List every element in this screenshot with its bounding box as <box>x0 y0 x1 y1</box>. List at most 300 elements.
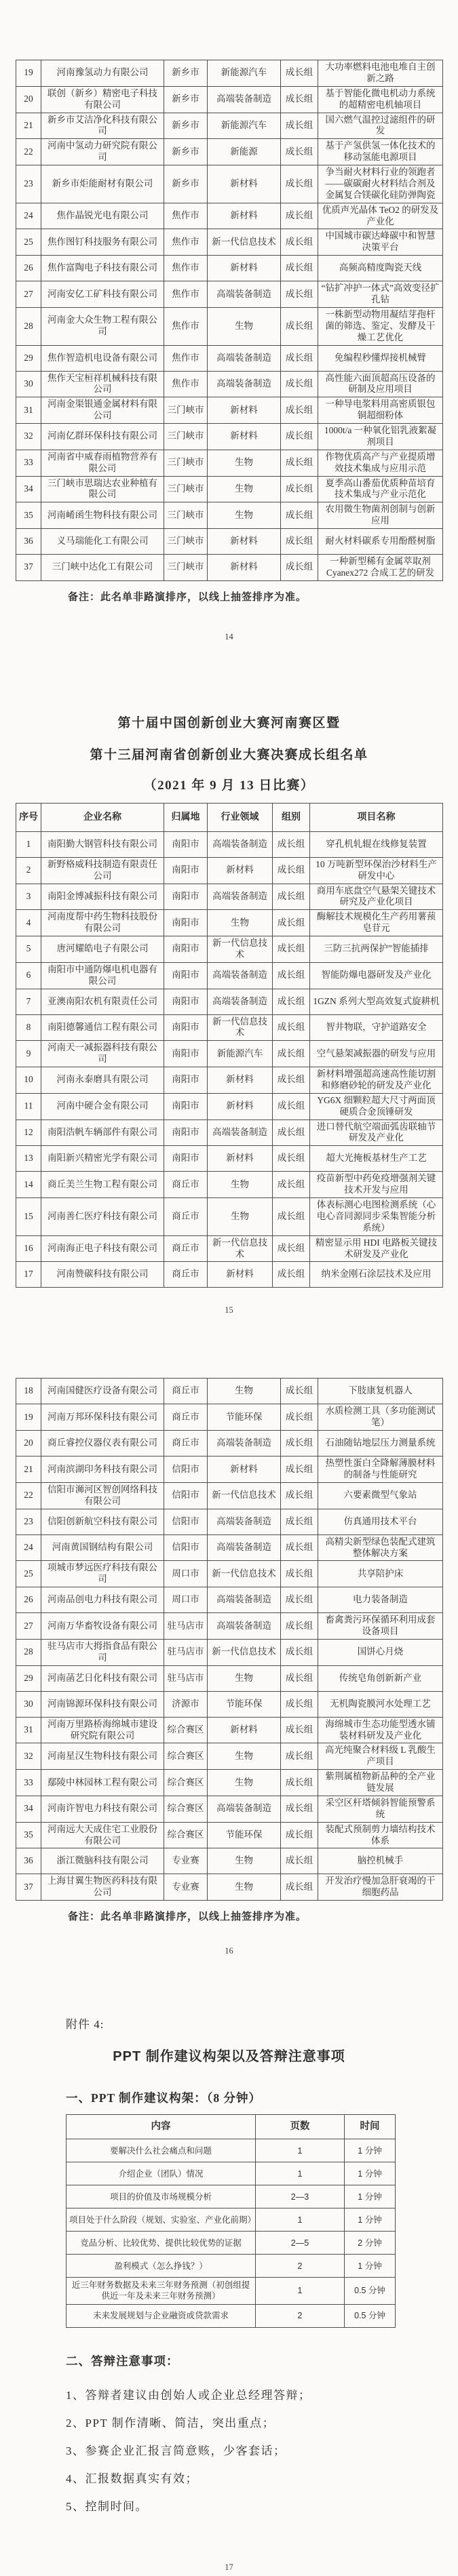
table-cell: 成长组 <box>281 1379 318 1404</box>
table-cell: 新材料 <box>208 1146 273 1172</box>
attachment-label: 附件 4: <box>66 2018 104 2032</box>
table-cell: 三门峡市 <box>164 555 208 581</box>
table-cell: 项目的价值及市场规模分析 <box>66 2185 256 2208</box>
table-cell: 河南海正电子科技有限公司 <box>41 1235 164 1262</box>
table-cell: 综合赛区 <box>164 1770 208 1796</box>
table-row <box>16 1431 443 1457</box>
table-cell: 河南金渠银通金属材料有限公司 <box>41 397 164 424</box>
table-row <box>66 2255 396 2278</box>
table-cell: 优质声光晶体 TeO2 的研发及产业化 <box>318 203 443 229</box>
page-number-15: 15 <box>225 1305 233 1315</box>
table-row <box>16 229 443 256</box>
table-header-cell: 序号 <box>16 803 41 831</box>
table-cell: 南阳新兴精密光学有限公司 <box>41 1146 164 1172</box>
table-cell: 河南中氢动力研究院有限公司 <box>41 139 164 165</box>
table-cell: 南阳市 <box>164 1014 208 1041</box>
table-cell: 36 <box>16 1848 41 1874</box>
table-cell: 10 <box>16 1067 41 1094</box>
table-cell: 南阳市 <box>164 831 208 857</box>
table-cell: 南阳金博减振科技有限公司 <box>41 884 164 910</box>
table-cell: 河南锦源环保科技有限公司 <box>41 1691 164 1717</box>
table-cell: 高精尖新型绿色装配式建筑整体解决方案 <box>318 1534 443 1561</box>
table-cell: 高端装备制造 <box>208 1587 281 1613</box>
table-cell: 生物 <box>208 476 281 502</box>
table-cell: 亚澳南阳农机有限责任公司 <box>41 989 164 1014</box>
table-cell: 疫苗新型中药免疫增强剂关键技术开发与应用 <box>310 1172 443 1198</box>
roster-table-page16 <box>16 1378 443 1901</box>
table-cell: 一株新型动物用凝结芽孢杆菌的筛选、鉴定、发酵及干燥工艺优化 <box>318 307 443 345</box>
table-cell: 13 <box>16 1146 41 1172</box>
table-cell: 信阳市 <box>164 1534 208 1561</box>
table-cell: 成长组 <box>281 1509 318 1534</box>
table-cell: 2 <box>16 857 41 884</box>
table-cell: 高端装备制造 <box>208 989 273 1014</box>
table-cell: 新乡市 <box>164 86 208 113</box>
table-cell: 30 <box>16 371 41 397</box>
table-cell: 下肢康复机器人 <box>318 1379 443 1404</box>
table-cell: 三门峡市 <box>164 397 208 424</box>
table-cell: 穿孔机轧辊在线修复装置 <box>310 831 443 857</box>
table-cell: 河南豫氢动力有限公司 <box>41 60 164 87</box>
table-cell: 18 <box>16 1379 41 1404</box>
table-cell: 驻马店市 <box>164 1665 208 1691</box>
table-cell: 成长组 <box>281 1691 318 1717</box>
table-cell: 成长组 <box>281 1665 318 1691</box>
table-row <box>16 86 443 113</box>
table-cell: 成长组 <box>273 831 310 857</box>
table-cell: 义马瑞能化工有限公司 <box>41 529 164 555</box>
table-cell: 畜禽粪污环保循环利用成套设备项目 <box>318 1613 443 1640</box>
table-cell: 南阳市 <box>164 962 208 989</box>
table-cell: 河南省中威春雨植物营养有限公司 <box>41 450 164 476</box>
defense-note-item-4: 4、汇报数据真实有效； <box>66 2472 198 2485</box>
table-cell: 河南滨湖印务科技有限公司 <box>41 1457 164 1483</box>
roster-table-page14 <box>16 60 443 581</box>
table-row <box>16 476 443 502</box>
table-cell: 新材料 <box>208 1717 281 1743</box>
table-cell: 周口市 <box>164 1587 208 1613</box>
table-cell: 新野格威科技制造有限责任公司 <box>41 857 164 884</box>
table-row <box>16 1509 443 1534</box>
table-cell: 33 <box>16 1770 41 1796</box>
table-cell: 成长组 <box>281 476 318 502</box>
table-cell: 1 分钟 <box>345 2255 396 2278</box>
table-cell: 开发治疗慢加急肝衰竭的干细胞药品 <box>318 1874 443 1901</box>
table-cell: 仿真通用技术平台 <box>318 1509 443 1534</box>
table-row <box>16 910 443 936</box>
table-cell: 成长组 <box>281 1743 318 1770</box>
table-cell: 南阳浩帆车辆部件有限公司 <box>41 1119 164 1146</box>
table-cell: 无机陶瓷膜河水处理工艺 <box>318 1691 443 1717</box>
table-row <box>16 397 443 424</box>
table-cell: 24 <box>16 1534 41 1561</box>
table-cell: 南阳市 <box>164 936 208 963</box>
table-row <box>16 371 443 397</box>
table-row <box>16 281 443 308</box>
table-row <box>66 2232 396 2255</box>
table-row <box>16 1146 443 1172</box>
table-cell: 21 <box>16 1457 41 1483</box>
table-cell: 河南度帮中药生物科技股份有限公司 <box>41 910 164 936</box>
table-cell: 成长组 <box>281 345 318 371</box>
table-cell: 高端装备制造 <box>208 884 273 910</box>
table-row <box>16 1067 443 1094</box>
table-cell: 25 <box>16 229 41 256</box>
table-row <box>16 1014 443 1041</box>
table-cell: 31 <box>16 397 41 424</box>
table-cell: 三门峡中达化工有限公司 <box>41 555 164 581</box>
table-header-cell: 行业领域 <box>208 803 273 831</box>
table-cell: 新能源 <box>208 139 281 165</box>
table-cell: 高端装备制造 <box>208 345 281 371</box>
table-row <box>16 1665 443 1691</box>
table-row <box>16 1198 443 1236</box>
table-row <box>16 424 443 450</box>
table-row <box>16 1534 443 1561</box>
table-cell: 22 <box>16 1482 41 1509</box>
defense-note-item-3: 3、参赛企业汇报言简意赅，少客套话； <box>66 2444 286 2457</box>
page-number-14: 14 <box>225 631 233 641</box>
table-cell: 南阳市 <box>164 884 208 910</box>
table-cell: 焦作图钉科技服务有限公司 <box>41 229 164 256</box>
table-cell: 高端装备制造 <box>208 86 281 113</box>
table-cell: 成长组 <box>281 1613 318 1640</box>
table-cell: 1 <box>16 831 41 857</box>
table-cell: 19 <box>16 1404 41 1431</box>
table-cell: 成长组 <box>273 1146 310 1172</box>
table-cell: 商丘市 <box>164 1431 208 1457</box>
table-cell: 耐火材料碳系专用酚醛树脂 <box>318 529 443 555</box>
ppt-table-header-row <box>66 2115 396 2139</box>
remark-note-page16: 备注：此名单非路演排序，以线上抽签排序为准。 <box>68 1911 307 1923</box>
table-cell: 新一代信息技术 <box>208 229 281 256</box>
table-cell: 大功率燃料电池电堆自主创新之路 <box>318 60 443 87</box>
table-cell: 新一代信息技术 <box>208 1235 273 1262</box>
table-cell: 2—3 <box>256 2185 345 2208</box>
table-cell: 37 <box>16 1874 41 1901</box>
table-cell: 1 分钟 <box>345 2162 396 2185</box>
table-cell: 节能环保 <box>208 1691 281 1717</box>
table-cell: 夏季高山番茄优质种苗培育技术集成与产业示范化 <box>318 476 443 502</box>
table-cell: 成长组 <box>281 1587 318 1613</box>
table-cell: 南阳市 <box>164 1067 208 1094</box>
table-row <box>16 345 443 371</box>
table-cell: 32 <box>16 424 41 450</box>
table-cell: 9 <box>16 1041 41 1067</box>
table-row <box>16 1796 443 1822</box>
table-row <box>16 989 443 1014</box>
table-cell: 三门峡市 <box>164 450 208 476</box>
table-cell: 作物优质高产与产业提质增效技术集成与应用示范 <box>318 450 443 476</box>
table-cell: 河南赞碳科技有限公司 <box>41 1262 164 1288</box>
table-cell: 生物 <box>208 1770 281 1796</box>
table-cell: 30 <box>16 1691 41 1717</box>
table-cell: 新材料 <box>208 1262 273 1288</box>
table-cell: 0.5 分钟 <box>345 2278 396 2305</box>
table-cell: 河南国健医疗设备有限公司 <box>41 1379 164 1404</box>
table-cell: 28 <box>16 307 41 345</box>
table-cell: 南阳市 <box>164 1146 208 1172</box>
table-cell: 1 分钟 <box>345 2139 396 2162</box>
table-cell: 近三年财务数据及未来三年财务预测（初创组提供近一年及未来三年财务预测） <box>66 2278 256 2305</box>
table-cell: 33 <box>16 450 41 476</box>
table-cell: 生物 <box>208 1198 273 1236</box>
table-cell: 新乡市 <box>164 165 208 203</box>
table-cell: 国饼心月烧 <box>318 1639 443 1665</box>
table-cell: 2 分钟 <box>345 2232 396 2255</box>
table-cell: 新材料 <box>208 857 273 884</box>
table-row <box>16 1848 443 1874</box>
table-cell: 三门峡市 <box>164 476 208 502</box>
table-cell: 焦作晶锐光电有限公司 <box>41 203 164 229</box>
table-cell: 新材料增强超高速高性能切割和修磨砂轮的研发及产业化 <box>310 1067 443 1094</box>
table-cell: 1 分钟 <box>345 2185 396 2208</box>
table-cell: 南阳市 <box>164 910 208 936</box>
table-cell: 生物 <box>208 1848 281 1874</box>
table-cell: 成长组 <box>281 113 318 139</box>
table-cell: 新材料 <box>208 555 281 581</box>
table-cell: 鄢陵中林园林工程有限公司 <box>41 1770 164 1796</box>
table-cell: 周口市 <box>164 1561 208 1587</box>
table-cell: 新材料 <box>208 397 281 424</box>
table-cell: 成长组 <box>273 936 310 963</box>
table-cell: 成长组 <box>281 229 318 256</box>
table-row <box>16 1743 443 1770</box>
table-cell: 成长组 <box>273 1093 310 1119</box>
table-cell: 唐河耀皓电子有限公司 <box>41 936 164 963</box>
table-cell: 22 <box>16 139 41 165</box>
table-row <box>66 2185 396 2208</box>
table-cell: 节能环保 <box>208 1822 281 1848</box>
table-cell: 成长组 <box>281 529 318 555</box>
table-row <box>16 1613 443 1640</box>
table-cell: 商丘市 <box>164 1404 208 1431</box>
table-cell: 信阳市 <box>164 1482 208 1509</box>
table-cell: 商用车底盘空气悬架关键技术研究及产业化项目 <box>310 884 443 910</box>
table-cell: 35 <box>16 1822 41 1848</box>
table-cell: 驻马店市 <box>164 1639 208 1665</box>
table-cell: 成长组 <box>281 371 318 397</box>
table-header-cell: 组别 <box>273 803 310 831</box>
ppt-structure-table <box>66 2114 396 2328</box>
table-row <box>66 2208 396 2232</box>
table-cell: 综合赛区 <box>164 1822 208 1848</box>
table-cell: 4 <box>16 910 41 936</box>
table-cell: 高光纯聚合材料级 L 乳酸生产项目 <box>318 1743 443 1770</box>
table-cell: 节能环保 <box>208 1404 281 1431</box>
table-cell: 34 <box>16 1796 41 1822</box>
table-row <box>16 1404 443 1431</box>
table-cell: 南阳市 <box>164 1041 208 1067</box>
table-row <box>16 1235 443 1262</box>
table-cell: 三门峡市 <box>164 424 208 450</box>
table-cell: 南阳市中通防爆电机电器有限公司 <box>41 962 164 989</box>
table-cell: 新能源汽车 <box>208 1041 273 1067</box>
table-cell: 信阳市浉河区智创网络科技有限公司 <box>41 1482 164 1509</box>
table-cell: 综合赛区 <box>164 1743 208 1770</box>
table-cell: 南阳市 <box>164 857 208 884</box>
table-cell: 成长组 <box>281 555 318 581</box>
table-cell: 成长组 <box>281 397 318 424</box>
defense-note-item-1: 1、答辩者建议由创始人或企业总经理答辩； <box>66 2388 311 2402</box>
table-cell: 竞品分析、比较优势、提供比较优势的证据 <box>66 2232 256 2255</box>
table-cell: 成长组 <box>281 256 318 281</box>
table-cell: 成长组 <box>273 1172 310 1198</box>
table-row <box>16 502 443 529</box>
table-cell: 成长组 <box>273 1067 310 1094</box>
table-cell: 焦作智造机电设备有限公司 <box>41 345 164 371</box>
table-cell: 新材料 <box>208 1067 273 1094</box>
table-cell: 商丘市 <box>164 1198 208 1236</box>
table-cell: 南阳市 <box>164 1093 208 1119</box>
table-cell: 新乡市炬能耐材有限公司 <box>41 165 164 203</box>
table-row <box>16 256 443 281</box>
table-row <box>16 1093 443 1119</box>
table-cell: 成长组 <box>281 1482 318 1509</box>
table-cell: 智能防爆电器研发及产业化 <box>310 962 443 989</box>
table-cell: 脑控机械手 <box>318 1848 443 1874</box>
table-cell: 新乡市 <box>164 113 208 139</box>
table-cell: 河南万里路桥海绵城市建设研究院有限公司 <box>41 1717 164 1743</box>
table-cell: 高端装备制造 <box>208 1796 281 1822</box>
table-row <box>16 1639 443 1665</box>
table-cell: 生物 <box>208 1874 281 1901</box>
table-cell: 三门峡市 <box>164 529 208 555</box>
defense-note-item-5: 5、控制时间。 <box>66 2499 148 2513</box>
table-cell: 综合赛区 <box>164 1796 208 1822</box>
table-row <box>16 1691 443 1717</box>
table-header-cell: 企业名称 <box>41 803 164 831</box>
table-cell: 高性能六面顶超高压设备的研制及应用项目 <box>318 371 443 397</box>
table-cell: 河南万邦环保科技有限公司 <box>41 1404 164 1431</box>
defense-notes-heading: 二、答辩注意事项： <box>66 2354 179 2368</box>
table-cell: 新一代信息技术 <box>208 936 273 963</box>
table-cell: 河南安亿工矿科技有限公司 <box>41 281 164 308</box>
table-cell: 中国城市碳达峰碳中和智慧决策平台 <box>318 229 443 256</box>
table-cell: YG6X 细颗粒超大尺寸两面顶硬质合金顶锤研发 <box>310 1093 443 1119</box>
table-cell: 三门峡市思瑞达农业种植有限公司 <box>41 476 164 502</box>
table-cell: 装配式预制剪力墙结构技术体系 <box>318 1822 443 1848</box>
table-cell: 成长组 <box>273 1235 310 1262</box>
table-cell: 1 分钟 <box>345 2208 396 2232</box>
table-row <box>66 2304 396 2327</box>
table-cell: 焦作市 <box>164 203 208 229</box>
doc-title-date-line: （2021 年 9 月 13 日比赛） <box>143 778 315 793</box>
table-cell: 河南天一减振器科技有限公司 <box>41 1041 164 1067</box>
table-cell: 成长组 <box>273 962 310 989</box>
table-cell: 成长组 <box>281 1874 318 1901</box>
table-cell: 河南金大众生物工程有限公司 <box>41 307 164 345</box>
table-cell: 26 <box>16 1587 41 1613</box>
table-cell: 高端装备制造 <box>208 281 281 308</box>
table-cell: 10 万吨新型环保治沙材料生产研发中心 <box>310 857 443 884</box>
table-cell: 23 <box>16 1509 41 1534</box>
page-number-17: 17 <box>225 2562 233 2572</box>
table-cell: 2 <box>256 2304 345 2327</box>
table-cell: 水质检测工具（多功能测试笔） <box>318 1404 443 1431</box>
table-cell: 南阳德馨通信工程有限公司 <box>41 1014 164 1041</box>
table-cell: 焦作市 <box>164 345 208 371</box>
table-cell: 成长组 <box>281 1534 318 1561</box>
table-cell: 生物 <box>208 450 281 476</box>
table-cell: 34 <box>16 476 41 502</box>
table-cell: 国六燃气温控过滤组件的研发 <box>318 113 443 139</box>
table-cell: 成长组 <box>281 424 318 450</box>
table-cell: 河南星汉生物科技有限公司 <box>41 1743 164 1770</box>
table-cell: 精密显示用 HDI 电路板关键技术研发及产业化 <box>310 1235 443 1262</box>
table-cell: 16 <box>16 1235 41 1262</box>
table-cell: 河南崤函生物科技有限公司 <box>41 502 164 529</box>
table-row <box>16 1822 443 1848</box>
table-row <box>16 165 443 203</box>
table-cell: 成长组 <box>281 139 318 165</box>
table-row <box>16 1874 443 1901</box>
table-cell: 高端装备制造 <box>208 1431 281 1457</box>
table-cell: 商丘睿控仪器仪表有限公司 <box>41 1431 164 1457</box>
table-cell: 28 <box>16 1639 41 1665</box>
table-cell: 上海甘翼生物医药科技有限公司 <box>41 1874 164 1901</box>
defense-note-item-2: 2、PPT 制作清晰、简洁，突出重点； <box>66 2416 275 2430</box>
table-cell: 高端装备制造 <box>208 962 273 989</box>
table-cell: 成长组 <box>273 989 310 1014</box>
table-cell: 新一代信息技术 <box>208 1561 281 1587</box>
table-cell: 焦作市 <box>164 307 208 345</box>
table-cell: 26 <box>16 256 41 281</box>
table-cell: 争当耐火材料行业的领跑者——碳碳耐火材料结合剂及金属复合镁碳化硅防弹陶瓷 <box>318 165 443 203</box>
table-cell: 成长组 <box>281 1431 318 1457</box>
table-cell: 2—5 <box>256 2232 345 2255</box>
table-cell: 盈利模式（怎么挣钱？） <box>66 2255 256 2278</box>
table-row <box>16 60 443 87</box>
table-cell: 新一代信息技术 <box>208 1639 281 1665</box>
table-cell: 项目处于什么阶段（规划、实验室、产业化前期） <box>66 2208 256 2232</box>
table-cell: 高端装备制造 <box>208 1119 273 1146</box>
table-row <box>16 1119 443 1146</box>
table-row <box>16 1482 443 1509</box>
table-cell: 成长组 <box>281 1848 318 1874</box>
table-cell: 成长组 <box>273 1119 310 1146</box>
table-row <box>16 1587 443 1613</box>
table-cell: 新一代信息技术 <box>208 1014 273 1041</box>
table-cell: 成长组 <box>273 1198 310 1236</box>
table-cell: 成长组 <box>273 1262 310 1288</box>
table-cell: 酶解技术规模化生产药用薯蓣皂苷元 <box>310 910 443 936</box>
table-cell: 生物 <box>208 502 281 529</box>
table-cell: 高频高精度陶瓷天线 <box>318 256 443 281</box>
table-cell: 35 <box>16 502 41 529</box>
table-cell: 32 <box>16 1743 41 1770</box>
table-cell: 21 <box>16 113 41 139</box>
table-cell: 驻马店市大拇指食品有限公司 <box>41 1639 164 1665</box>
table-cell: 新能源汽车 <box>208 113 281 139</box>
table-row <box>16 555 443 581</box>
table-cell: 生物 <box>208 307 281 345</box>
page-number-16: 16 <box>225 1946 233 1956</box>
table-cell: 生物 <box>208 1379 281 1404</box>
table-cell: 3 <box>16 884 41 910</box>
table-cell: 河南许智电力科技有限公司 <box>41 1796 164 1822</box>
table-cell: 27 <box>16 1613 41 1640</box>
table-cell: 综合赛区 <box>164 1717 208 1743</box>
table-cell: 6 <box>16 962 41 989</box>
table-cell: 5 <box>16 936 41 963</box>
table-cell: 商丘市 <box>164 1172 208 1198</box>
attachment-title: PPT 制作建议构架以及答辩注意事项 <box>113 2049 345 2065</box>
table-cell: 成长组 <box>281 203 318 229</box>
table-cell: 高端装备制造 <box>208 1613 281 1640</box>
table-cell: 进口替代航空端面弧齿联轴节研发及产业化 <box>310 1119 443 1146</box>
table-cell: 1GZN 系列大型高效复式旋耕机 <box>310 989 443 1014</box>
